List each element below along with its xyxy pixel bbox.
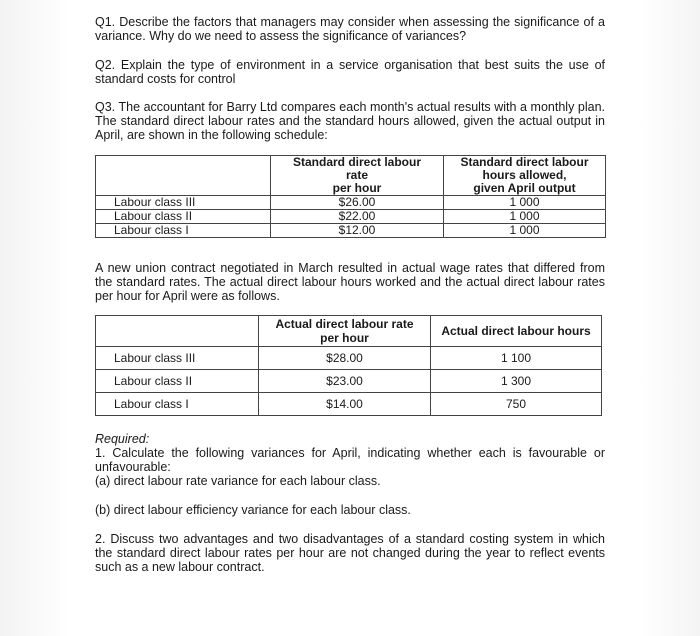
requirement-1a: (a) direct labour rate variance for each labour class. xyxy=(95,474,381,488)
row-label: Labour class I xyxy=(96,393,259,416)
question-1: Q1. Describe the factors that managers may consider when assessing the significance of a variance. Why do we need to assess the significance of variances? xyxy=(95,15,605,43)
paragraph-union-contract: A new union contract negotiated in March resulted in actual wage rates that differed from the standard rates. The actual direct labour hours worked and the actual direct labour rates per hour for April were as follows. xyxy=(95,261,605,303)
header-line: Actual direct labour rate xyxy=(275,317,414,331)
actual-labour-table xyxy=(95,315,602,416)
header-line: Standard direct labour xyxy=(460,155,589,169)
question-3: Q3. The accountant for Barry Ltd compares each month's actual results with a monthly plan. The standard direct labour rates and the standard hours allowed, given the actual output in April, are shown in the following schedule: xyxy=(95,100,605,142)
header-line: hours allowed, xyxy=(482,168,567,182)
table-row xyxy=(96,224,606,238)
table-row xyxy=(96,370,602,393)
table-header-rate xyxy=(259,316,431,347)
row-rate: $22.00 xyxy=(271,210,444,224)
header-line: Standard direct labour xyxy=(292,155,422,169)
requirement-1: 1. Calculate the following variances for April, indicating whether each is favourable or unfavourable: xyxy=(95,446,605,474)
table-header-row xyxy=(96,316,602,347)
row-rate: $12.00 xyxy=(271,224,444,238)
table-row xyxy=(96,393,602,416)
header-line: per hour xyxy=(320,331,369,345)
row-label: Labour class III xyxy=(96,347,259,370)
row-hours: 1 000 xyxy=(444,224,606,238)
row-hours: 750 xyxy=(431,393,602,416)
table-row xyxy=(96,210,606,224)
row-label: Labour class III xyxy=(96,196,271,210)
table-header-blank xyxy=(96,156,271,196)
row-rate: $23.00 xyxy=(259,370,431,393)
row-hours: 1 000 xyxy=(444,196,606,210)
row-hours: 1 000 xyxy=(444,210,606,224)
row-hours: 1 300 xyxy=(431,370,602,393)
row-rate: $26.00 xyxy=(271,196,444,210)
required-label: Required: xyxy=(95,432,150,446)
requirement-1b: (b) direct labour efficiency variance for each labour class. xyxy=(95,503,411,517)
question-2: Q2. Explain the type of environment in a service organisation that best suits the use of standard costs for control xyxy=(95,58,605,86)
row-label: Labour class II xyxy=(96,210,271,224)
row-hours: 1 100 xyxy=(431,347,602,370)
requirement-2: 2. Discuss two advantages and two disadvantages of a standard costing system in which the standard direct labour rates per hour are not changed during the year to reflect events such as a new labour contract. xyxy=(95,532,605,574)
table-header-rate xyxy=(271,156,444,196)
table-header-hours: Actual direct labour hours xyxy=(431,316,602,347)
table-header-blank xyxy=(96,316,259,347)
table-row xyxy=(96,347,602,370)
header-line: given April output xyxy=(473,181,576,195)
header-line: rate xyxy=(345,168,368,182)
table-row xyxy=(96,196,606,210)
header-line: per hour xyxy=(332,181,382,195)
row-label: Labour class I xyxy=(96,224,271,238)
row-rate: $28.00 xyxy=(259,347,431,370)
row-label: Labour class II xyxy=(96,370,259,393)
table-header-hours xyxy=(444,156,606,196)
row-rate: $14.00 xyxy=(259,393,431,416)
standard-labour-table xyxy=(95,155,606,238)
table-header-row xyxy=(96,156,606,196)
